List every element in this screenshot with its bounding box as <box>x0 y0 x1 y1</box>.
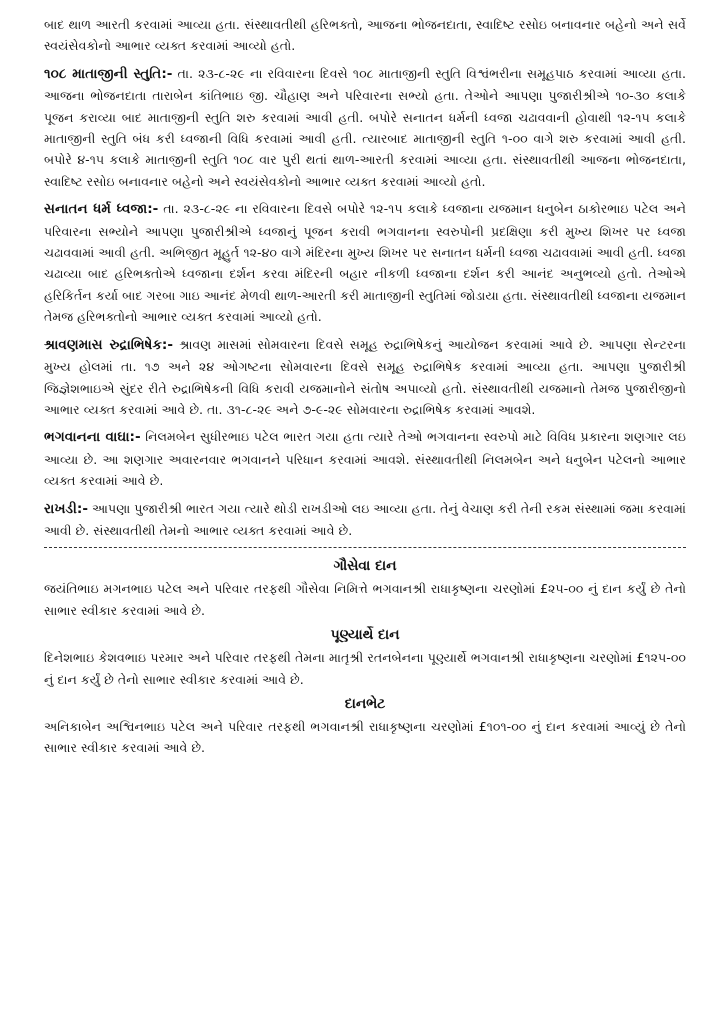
paragraph-text: શ્રાવણ માસમાં સોમવારના દિવસે સમૂહ રુદ્રાભિષેકનું આયોજન કરવામાં આવે છે. આપણા સેન્ટરના મુખ્ય હોલમાં તા. ૧૭ અને ૨૪ ઓગષ્ટના સોમવારના દિવસે સમૂહ રુદ્રાભિષેક કરવામાં આવ્યા હતા. આપણા પુજારીશ્રી જિજ્ઞેશભાઇએ સુંદર રીતે રુદ્રાભિષેકની વિધિ કરાવી યજમાનોને સંતોષ અપાવ્યો હતો. સંસ્થાવતીથી યજમાનો તેમજ પુજારીજીનો આભાર વ્યક્ત કરવામાં આવે છે. તા. ૩૧-૮-૨૯ અને ૭-૯-૨૯ સોમવારના રુદ્રાભિષેક કરવામાં આવશે. <box>44 336 687 417</box>
donation-title: પૂણ્યાર્થે દાન <box>330 627 400 644</box>
donation-title: દાનભેટ <box>344 695 386 712</box>
paragraph-vagha <box>44 426 686 491</box>
donation-text: જયંતિભાઇ મગનભાઇ પટેલ અને પરિવાર તરફથી ગૌસેવા નિમિત્તે ભગવાનશ્રી રાધાકૃષ્ણના ચરણોમાં £૨૫-૦૦ નું દાન કર્યું છે તેનો સાભાર સ્વીકાર કરવામાં આવે છે. <box>44 581 686 618</box>
paragraph-text: તા. ૨૩-૮-૨૯ ના રવિવારના દિવસે ૧૦૮ માતાજીની સ્તુતિ વિશ્વંભરીના સમૂહપાઠ કરવામાં આવ્યા હતા. આજના ભોજનદાતા તારાબેન કાંતિભાઇ જી. ચૌહાણ અને પરિવારના સભ્યો હતા. તેઓને આપણા પુજારીશ્રીએ ૧૦-૩૦ કલાકે પૂજન કરાવ્યા બાદ માતાજીની સ્તુતિ શરુ કરવામાં આવી હતી. બપોરે સનાતન ધર્મની ધ્વજા ચઢાવવાની હોવાથી ૧૨-૧૫ કલાકે માતાજીની સ્તુતિ બંધ કરી ધ્વજાની વિધિ કરવામાં આવી હતી. ત્યારબાદ માતાજીની સ્તુતિ ૧-૦૦ વાગે શરુ કરવામાં આવી હતી. બપોરે ૪-૧૫ કલાકે માતાજીની સ્તુતિ ૧૦૮ વાર પુરી થતાં થાળ-આરતી કરવામાં આવ્યા હતા. સંસ્થાવતીથી આજના ભોજનદાતા, સ્વાદિષ્ટ રસોઇ બનાવનાર બહેનો અને સ્વયંસેવકોનો આભાર વ્યક્ત કરવામાં આવ્યો હતો. <box>44 65 686 189</box>
paragraph-rudrabhishek <box>44 334 686 421</box>
donation-text: દિનેશભાઇ કેશવભાઇ પરમાર અને પરિવાર તરફથી તેમના માતૃશ્રી રતનબેનના પૂણ્યાર્થે ભગવાનશ્રી રાધાકૃષ્ણના ચરણોમાં £૧૨૫-૦૦ નું દાન કર્યું છે તેનો સાભાર સ્વીકાર કરવામાં આવે છે. <box>44 650 686 687</box>
paragraph-continuation <box>44 14 686 57</box>
paragraph-dhvaja <box>44 198 686 327</box>
donation-gauseva <box>44 556 686 621</box>
section-heading: શ્રાવણમાસ રુદ્રાભિષેક:- <box>44 336 174 353</box>
paragraph-text: બાદ થાળ આરતી કરવામાં આવ્યા હતા. સંસ્થાવતીથી હરિભક્તો, આજના ભોજનદાતા, સ્વાદિષ્ટ રસોઇ બનાવનાર બહેનો અને સર્વે સ્વયંસેવકોનો આભાર વ્યક્ત કરવામાં આવ્યો હતો. <box>44 17 686 54</box>
donation-text: અનિકાબેન અશ્વિનભાઇ પટેલ અને પરિવાર તરફથી ભગવાનશ્રી રાધાકૃષ્ણના ચરણોમાં £૧૦૧-૦૦ નું દાન કરવામાં આવ્યું છે તેનો સાભાર સ્વીકાર કરવામાં આવે છે. <box>44 718 686 756</box>
paragraph-mataji-stuti <box>44 63 686 192</box>
donation-punyarthe <box>44 625 686 690</box>
section-heading: ભગવાનના વાઘા:- <box>44 429 141 446</box>
donation-danbhet <box>44 694 686 759</box>
dashed-divider <box>44 547 686 548</box>
donation-title: ગૌસેવા દાન <box>333 558 397 575</box>
section-heading: સનાતન ધર્મ ધ્વજા:- <box>44 201 159 218</box>
paragraph-text: આપણા પુજારીશ્રી ભારત ગયા ત્યારે થોડી રાખડીઓ લઇ આવ્યા હતા. તેનું વેચાણ કરી તેની રકમ સંસ્થામાં જમા કરવામાં આવી છે. સંસ્થાવતીથી તેમનો આભાર વ્યક્ત કરવામાં આવે છે. <box>44 500 686 538</box>
paragraph-rakhdi <box>44 498 686 542</box>
section-heading: ૧૦૮ માતાજીની સ્તુતિ:- <box>44 65 173 82</box>
paragraph-text: નિલમબેન સુધીરભાઇ પટેલ ભારત ગયા હતા ત્યારે તેઓ ભગવાનના સ્વરુપો માટે વિવિધ પ્રકારના શણગાર લઇ આવ્યા છે. આ શણગાર અવારનવાર ભગવાનને પરિધાન કરવામાં આવશે. સંસ્થાવતીથી નિલમબેન અને ધનુબેન પટેલનો આભાર વ્યક્ત કરવામાં આવે છે. <box>44 429 686 489</box>
paragraph-text: તા. ૨૩-૮-૨૯ ના રવિવારના દિવસે બપોરે ૧૨-૧૫ કલાકે ધ્વજાના યજમાન ધનુબેન ઠાકોરભાઇ પટેલ અને પરિવારના સભ્યોને આપણા પુજારીશ્રીએ ધ્વજાનું પૂજન કરાવી ભગવાનના સ્વરુપોની પ્રદક્ષિણા કરી મુખ્ય શિખર પર ધ્વજા ચઢાવવામાં આવી હતી. અભિજીત મૂહુર્ત ૧૨-૪૦ વાગે મંદિરના મુખ્ય શિખર પર સનાતન ધર્મની ધ્વજા ચઢાવવામાં આવી હતી. ધ્વજા ચઢાવ્યા બાદ હરિભક્તોએ ધ્વજાના દર્શન કરવા મંદિરની બહાર નીકળી ધ્વજાના દર્શન કરી આનંદ અનુભવ્યો હતો. તેઓએ હરિકિર્તન કર્યા બાદ ગરબા ગાઇ આનંદ મેળવી થાળ-આરતી કરી માતાજીની સ્તુતિમાં જોડાયા હતા. સંસ્થાવતીથી ધ્વજાના યજમાન તેમજ હરિભક્તોનો આભાર વ્યક્ત કરવામાં આવ્યો હતો. <box>44 201 686 325</box>
section-heading: રાખડી:- <box>44 500 88 517</box>
